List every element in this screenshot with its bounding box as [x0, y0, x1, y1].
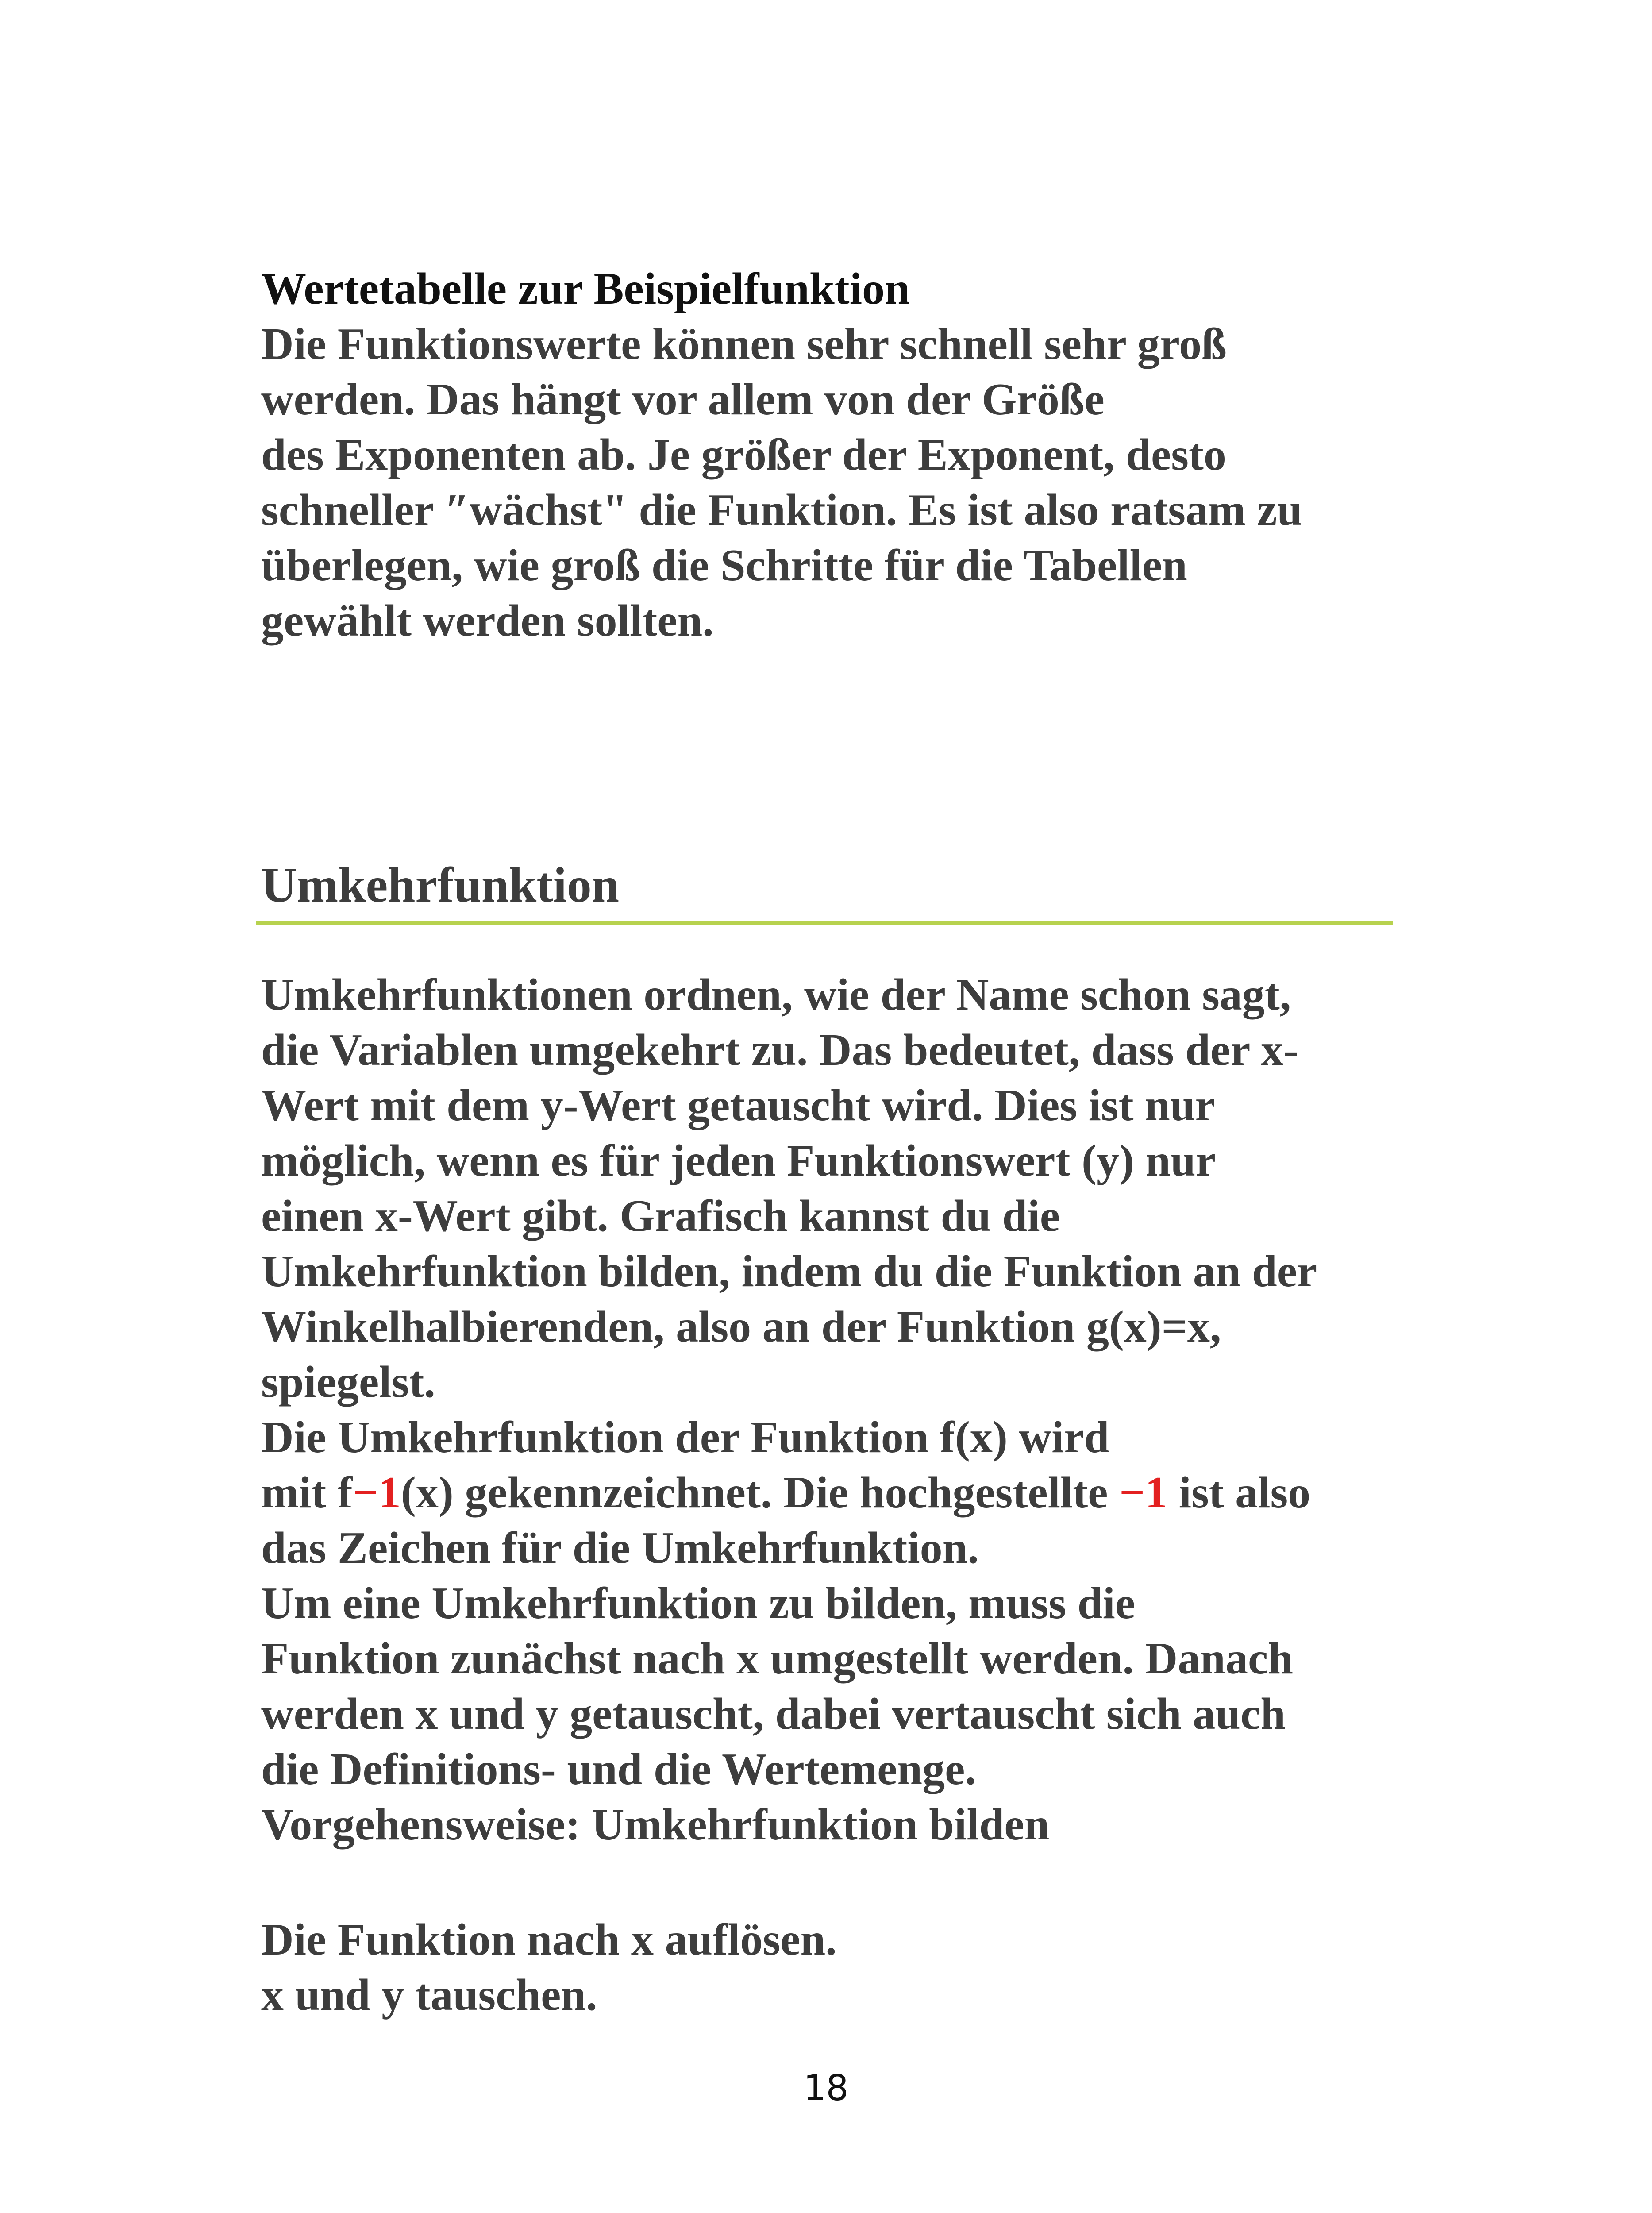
section-heading-value-table: Wertetabelle zur Beispielfunktion [261, 264, 910, 314]
paragraph-line: Umkehrfunktion bilden, indem du die Funktion an der [261, 1246, 1317, 1296]
paragraph-line: Umkehrfunktionen ordnen, wie der Name schon sagt, [261, 970, 1291, 1020]
inverse-exponent-highlight: −1 [352, 1468, 401, 1518]
paragraph-line: überlegen, wie groß die Schritte für die Tabellen [261, 540, 1187, 590]
paragraph-line: Die Umkehrfunktion der Funktion f(x) wird [261, 1412, 1109, 1462]
paragraph-line: Vorgehensweise: Umkehrfunktion bilden [261, 1800, 1050, 1850]
paragraph-line: werden x und y getauscht, dabei vertauscht sich auch [261, 1689, 1286, 1739]
section-heading-inverse-function [256, 854, 1393, 925]
paragraph-line: Um eine Umkehrfunktion zu bilden, muss die [261, 1578, 1136, 1628]
paragraph-line: spiegelst. [261, 1357, 435, 1407]
page-number: 18 [803, 2067, 849, 2109]
paragraph-line: Winkelhalbierenden, also an der Funktion g(x)=x, [261, 1302, 1221, 1352]
heading-underline-rule [256, 921, 1393, 925]
inline-text: mit f [261, 1468, 353, 1518]
inverse-exponent-highlight: −1 [1119, 1468, 1168, 1518]
step-item: x und y tauschen. [261, 1970, 597, 2020]
paragraph-line: die Definitions- und die Wertemenge. [261, 1744, 976, 1794]
paragraph-line: das Zeichen für die Umkehrfunktion. [261, 1523, 979, 1573]
paragraph-line: Wert mit dem y-Wert getauscht wird. Dies ist nur [261, 1080, 1215, 1130]
section-value-table [261, 261, 1412, 648]
step-item: Die Funktion nach x auflösen. [261, 1915, 837, 1965]
heading-text: Umkehrfunktion [261, 858, 620, 913]
paragraph-line: gewählt werden sollten. [261, 596, 714, 646]
inline-text: ist also [1167, 1468, 1311, 1518]
paragraph-line: des Exponenten ab. Je größer der Exponent, desto [261, 430, 1226, 480]
inline-text: (x) gekennzeichnet. Die hochgestellte [400, 1468, 1120, 1518]
section-inverse-function-body [261, 967, 1412, 1852]
procedure-steps [261, 1912, 1412, 2023]
paragraph-line: die Variablen umgekehrt zu. Das bedeutet, dass der x- [261, 1025, 1299, 1075]
paragraph-line: werden. Das hängt vor allem von der Größe [261, 374, 1105, 424]
paragraph-line: möglich, wenn es für jeden Funktionswert (y) nur [261, 1136, 1216, 1186]
paragraph-line: Die Funktionswerte können sehr schnell sehr groß [261, 319, 1227, 369]
paragraph-line: einen x-Wert gibt. Grafisch kannst du die [261, 1191, 1060, 1241]
paragraph-line: Funktion zunächst nach x umgestellt werden. Danach [261, 1634, 1294, 1684]
paragraph-line: schneller ″wächst" die Funktion. Es ist also ratsam zu [261, 485, 1302, 535]
paragraph-line-inverse-notation [261, 1465, 1412, 1520]
